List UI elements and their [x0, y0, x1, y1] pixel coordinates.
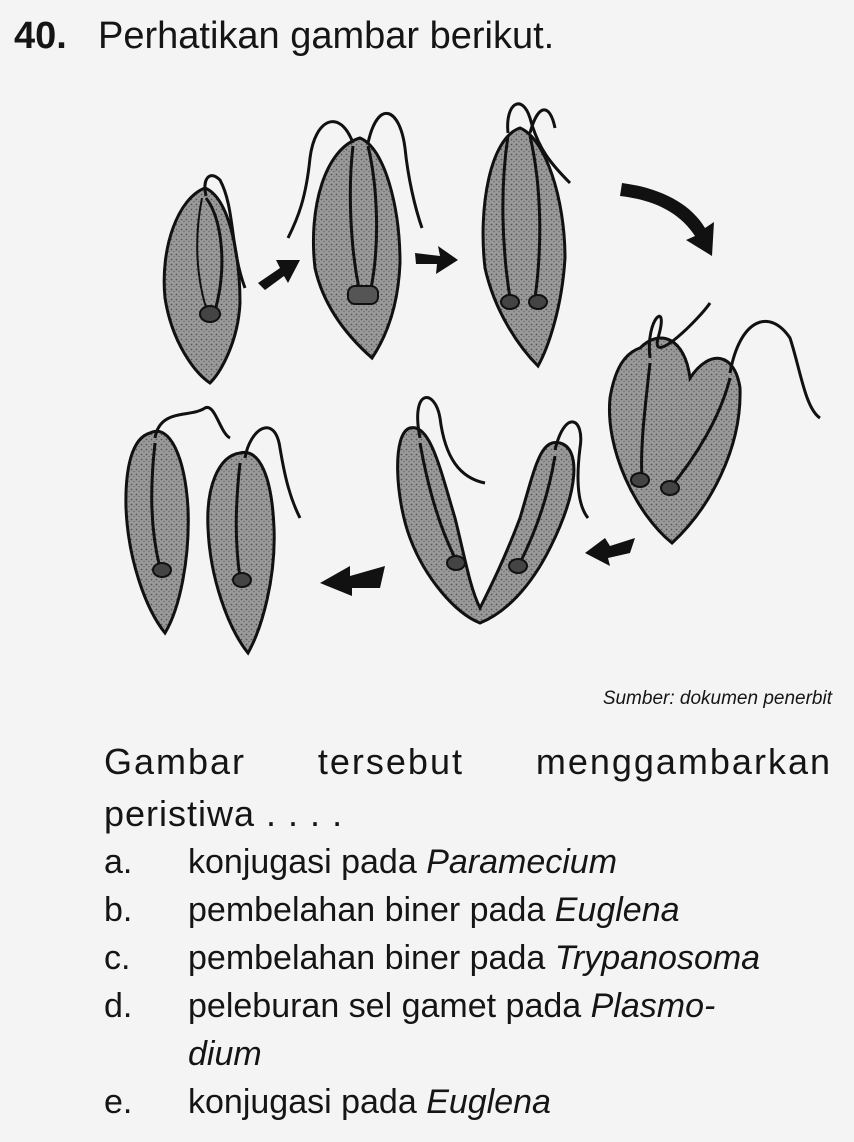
arrow-4 — [585, 538, 635, 566]
option-letter: d. — [104, 987, 133, 1025]
option-letter: a. — [104, 843, 133, 881]
cell-stage-2 — [288, 113, 422, 358]
arrow-2 — [415, 246, 458, 274]
option-letter: c. — [104, 939, 131, 977]
question-prompt: Perhatikan gambar berikut. — [98, 15, 555, 57]
option-e[interactable] — [104, 1078, 839, 1126]
option-italic-continued: dium — [188, 1035, 262, 1073]
option-text: peleburan sel gamet pada — [188, 987, 591, 1025]
cell-stage-1 — [164, 176, 245, 383]
cell-stage-3 — [483, 104, 570, 366]
option-b[interactable] — [104, 886, 839, 934]
figure-source: Sumber: dokumen penerbit — [602, 688, 832, 709]
option-text: konjugasi pada — [188, 1083, 427, 1121]
option-italic: Euglena — [426, 1083, 551, 1121]
option-d[interactable] — [104, 982, 839, 1078]
cell-stage-4 — [609, 303, 820, 543]
option-text: pembelahan biner pada — [188, 939, 555, 977]
cell-stage-5 — [398, 398, 588, 623]
answer-options — [104, 838, 839, 1126]
option-italic: Trypanosoma — [554, 939, 761, 977]
option-a[interactable] — [104, 838, 839, 886]
option-letter: b. — [104, 891, 133, 929]
option-italic: Plasmo- — [590, 987, 716, 1025]
question-stem — [104, 736, 832, 840]
arrow-3 — [620, 183, 714, 256]
option-italic: Paramecium — [426, 843, 618, 881]
option-text: konjugasi pada — [188, 843, 427, 881]
option-letter: e. — [104, 1083, 133, 1121]
question-number: 40. — [14, 15, 67, 57]
option-c[interactable] — [104, 934, 839, 982]
cell-stage-6b — [208, 428, 300, 653]
option-text: pembelahan biner pada — [188, 891, 555, 929]
arrow-1 — [258, 260, 300, 290]
question-header — [14, 12, 554, 60]
option-italic: Euglena — [554, 891, 680, 929]
arrow-5 — [320, 566, 385, 596]
stem-line-1: Gambar tersebut menggambarkan — [104, 741, 832, 782]
stem-line-2: peristiwa . . . . — [104, 793, 344, 834]
euglena-division-figure — [110, 88, 840, 688]
